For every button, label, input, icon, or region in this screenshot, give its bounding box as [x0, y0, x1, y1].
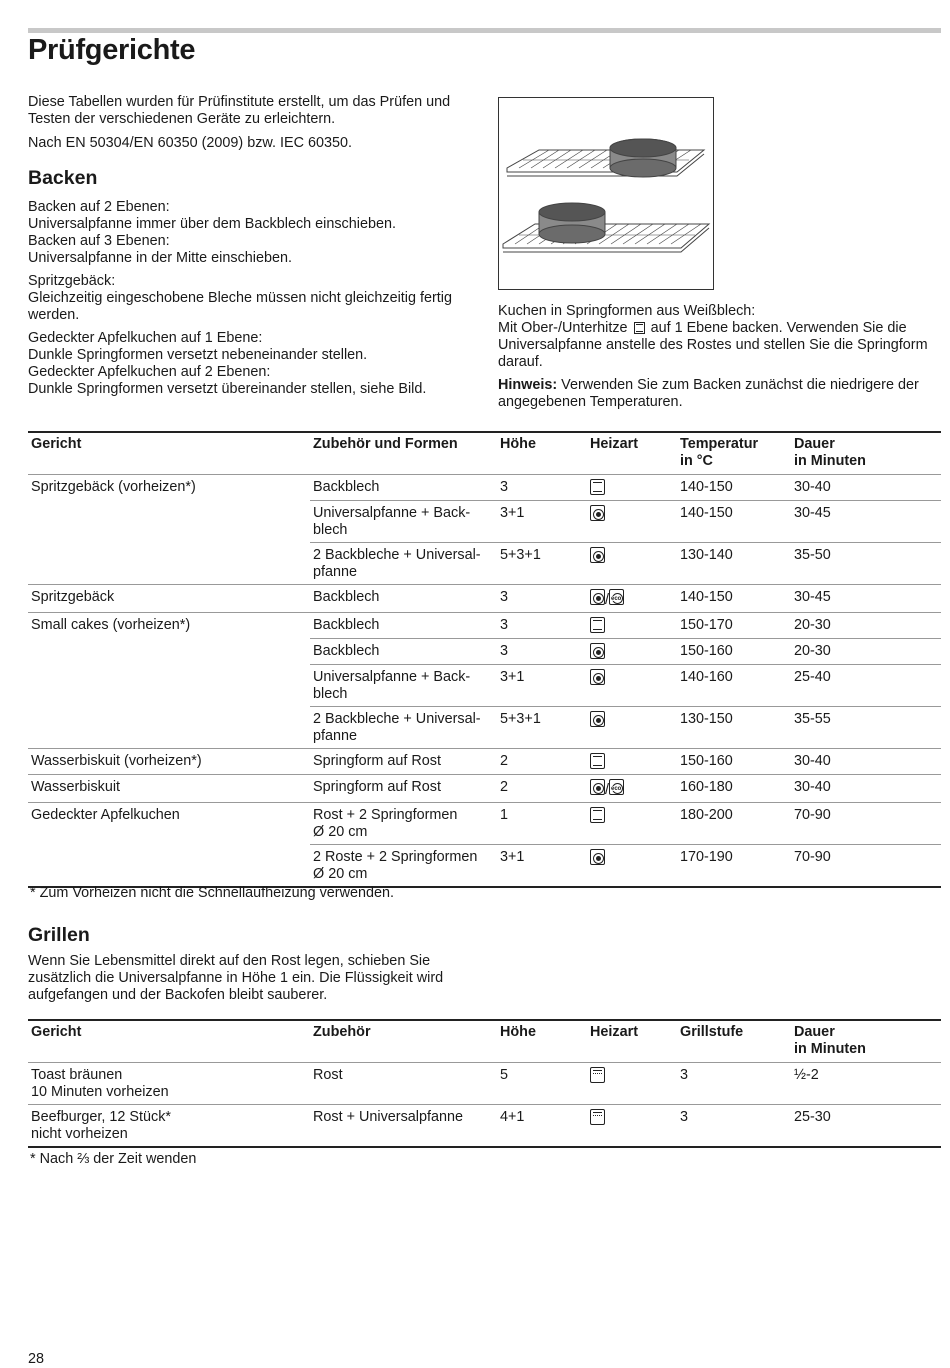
grillen-table [28, 1019, 941, 1148]
col-header-time-line2: in Minuten [794, 1041, 866, 1057]
backen-heading: Backen [28, 167, 98, 189]
backen-footnote: * Zum Vorheizen nicht die Schnellaufheizung verwenden. [30, 885, 394, 901]
backen-paragraph-levels: Backen auf 2 Ebenen: Universalpfanne immer über dem Backblech einschieben. Backen auf 3 Ebenen: Universalpfanne in der Mitte einschieben. [28, 199, 396, 266]
hot-air-eco-icon [609, 779, 624, 795]
cell-time: ½-2 [794, 1067, 819, 1083]
slash-separator: / [605, 782, 609, 798]
cell-accessory: 2 Backbleche + Universal- pfanne [310, 707, 497, 749]
table-header-row [28, 432, 941, 475]
cell-time: 25-40 [791, 665, 941, 707]
page-title: Prüfgerichte [28, 34, 196, 66]
top-rule [28, 28, 941, 33]
cell-level: 5+3+1 [497, 543, 587, 585]
col-header-time-line1: Dauer [794, 436, 835, 452]
cell-dish: Beefburger, 12 Stück* nicht vorheizen [28, 1105, 310, 1148]
springform-instructions [498, 303, 938, 417]
cell-accessory: Universalpfanne + Back- blech [310, 665, 497, 707]
table-row [28, 775, 941, 803]
table-row [28, 749, 941, 775]
cell-mode [587, 803, 677, 845]
col-header-time-line2: in Minuten [794, 453, 866, 469]
cell-temp: 140-150 [677, 585, 791, 613]
backen-paragraph-apfelkuchen: Gedeckter Apfelkuchen auf 1 Ebene: Dunkle Springformen versetzt nebeneinander stellen. Gedeckter Apfelkuchen auf 2 Ebenen: Dunkle Springformen versetzt übereinander stellen, siehe Bild. [28, 330, 427, 397]
cell-mode [587, 639, 677, 665]
cell-dish: Spritzgebäck (vorheizen*) [31, 479, 196, 495]
cell-mode [587, 585, 677, 613]
col-header-mode: Heizart [587, 432, 677, 475]
col-header-level: Höhe [497, 1020, 587, 1063]
cell-accessory: Backblech [310, 639, 497, 665]
backen-table [28, 431, 941, 888]
intro-text [28, 94, 478, 159]
cell-accessory: Rost [313, 1067, 343, 1083]
cell-dish [28, 639, 310, 665]
cell-mode [587, 501, 677, 543]
cell-accessory: Backblech [310, 613, 497, 639]
cell-mode [587, 707, 677, 749]
table-row [28, 613, 941, 639]
cell-temp: 180-200 [677, 803, 791, 845]
table-row [28, 707, 941, 749]
hot-air-icon [590, 643, 605, 659]
springform-body-text: auf 1 Ebene backen. Verwenden Sie die Universalpfanne anstelle des Rostes und stellen Sie die Springform darauf. [498, 320, 928, 370]
col-header-time [791, 1020, 941, 1063]
cell-dish [28, 707, 310, 749]
cell-accessory: Springform auf Rost [310, 749, 497, 775]
col-header-time [791, 432, 941, 475]
hint-label: Hinweis: [498, 377, 558, 393]
grill-icon [590, 1109, 605, 1125]
hot-air-icon [590, 669, 605, 685]
cell-time: 70-90 [791, 803, 941, 845]
cell-time: 20-30 [791, 613, 941, 639]
hot-air-icon [590, 505, 605, 521]
table-row [28, 1063, 941, 1105]
cell-dish [28, 501, 310, 543]
table-row [28, 585, 941, 613]
table-row [28, 665, 941, 707]
top-bottom-heat-icon [590, 617, 605, 633]
cell-time: 25-30 [791, 1105, 941, 1148]
cell-time: 30-45 [791, 501, 941, 543]
table-row [28, 475, 941, 501]
top-bottom-heat-icon [590, 753, 605, 769]
cell-temp: 130-140 [677, 543, 791, 585]
hot-air-icon [590, 589, 605, 605]
top-bottom-heat-icon [590, 807, 605, 823]
grillen-text: Wenn Sie Lebensmittel direkt auf den Rost legen, schieben Sie zusätzlich die Universalpfanne in Höhe 1 ein. Die Flüssigkeit wird aufgefangen und der Backofen bleibt sauberer. [28, 953, 444, 1003]
cell-accessory: Universalpfanne + Back- blech [310, 501, 497, 543]
col-header-accessory: Zubehör [310, 1020, 497, 1063]
table-row [28, 845, 941, 888]
col-header-level: Höhe [497, 432, 587, 475]
hot-air-eco-icon [609, 589, 624, 605]
table-row [28, 639, 941, 665]
cell-temp: 130-150 [677, 707, 791, 749]
cell-dish: Wasserbiskuit (vorheizen*) [28, 749, 310, 775]
hot-air-icon [590, 547, 605, 563]
cell-accessory: Springform auf Rost [310, 775, 497, 803]
cell-temp: 150-160 [677, 639, 791, 665]
cell-temp: 150-160 [677, 749, 791, 775]
cell-level: 3 [497, 613, 587, 639]
cell-mode [587, 749, 677, 775]
cell-level: 3 [500, 479, 509, 495]
cell-level: 2 [497, 749, 587, 775]
cell-dish [28, 845, 310, 888]
cell-dish [28, 665, 310, 707]
oven-racks-springforms-image [499, 98, 713, 289]
cell-time: 20-30 [791, 639, 941, 665]
top-bottom-heat-icon [590, 479, 605, 495]
page-number: 28 [28, 1351, 45, 1367]
cell-accessory: Backblech [310, 585, 497, 613]
cell-mode [587, 613, 677, 639]
intro-paragraph-2: Nach EN 50304/EN 60350 (2009) bzw. IEC 60350. [28, 135, 352, 151]
springform-paragraph [498, 303, 938, 371]
col-header-grill: Grillstufe [677, 1020, 791, 1063]
col-header-temp [677, 432, 791, 475]
cell-accessory: Rost + Universalpfanne [310, 1105, 497, 1148]
grillen-heading: Grillen [28, 924, 90, 946]
col-header-time-line1: Dauer [794, 1024, 835, 1040]
cell-dish: Wasserbiskuit [28, 775, 310, 803]
cell-temp: 140-150 [677, 501, 791, 543]
cell-dish: Gedeckter Apfelkuchen [28, 803, 310, 845]
col-header-dish: Gericht [28, 1020, 310, 1063]
cell-accessory: 2 Roste + 2 Springformen Ø 20 cm [310, 845, 497, 888]
grill-icon [590, 1067, 605, 1083]
cell-accessory: Rost + 2 Springformen Ø 20 cm [310, 803, 497, 845]
cell-mode [587, 1105, 677, 1148]
springform-heading-text: Kuchen in Springformen aus Weißblech: [498, 303, 756, 319]
grillen-footnote: * Nach ⅔ der Zeit wenden [30, 1151, 197, 1167]
cell-dish: Small cakes (vorheizen*) [28, 613, 310, 639]
cell-grill: 3 [677, 1105, 791, 1148]
cell-level: 3+1 [497, 665, 587, 707]
springform-mode-text: Mit Ober-/Unterhitze [498, 320, 628, 336]
cell-accessory: 2 Backbleche + Universal- pfanne [310, 543, 497, 585]
cell-time: 70-90 [791, 845, 941, 888]
table-row [28, 543, 941, 585]
cell-level: 3 [497, 639, 587, 665]
table-header-row [28, 1020, 941, 1063]
cell-time: 35-50 [791, 543, 941, 585]
cell-temp: 140-160 [677, 665, 791, 707]
hot-air-icon [590, 779, 605, 795]
cell-dish: Toast bräunen 10 Minuten vorheizen [31, 1067, 169, 1100]
cell-level: 3+1 [497, 845, 587, 888]
table-row [28, 501, 941, 543]
col-header-temp-line1: Temperatur [680, 436, 759, 452]
cell-level: 1 [497, 803, 587, 845]
hot-air-icon [590, 849, 605, 865]
cell-level: 5 [500, 1067, 509, 1083]
cell-temp: 170-190 [677, 845, 791, 888]
cell-level: 3 [497, 585, 587, 613]
col-header-dish: Gericht [28, 432, 310, 475]
backen-paragraph-spritzgebaeck: Spritzgebäck: Gleichzeitig eingeschobene Bleche müssen nicht gleichzeitig fertig werden. [28, 273, 452, 323]
cell-time: 35-55 [791, 707, 941, 749]
cell-time: 30-40 [794, 479, 831, 495]
cell-temp: 150-170 [677, 613, 791, 639]
cell-mode [587, 475, 677, 501]
cell-temp: 160-180 [677, 775, 791, 803]
hint-paragraph [498, 377, 938, 411]
cell-mode [587, 1063, 677, 1105]
cell-time: 30-45 [791, 585, 941, 613]
cell-mode [587, 775, 677, 803]
cell-level: 5+3+1 [497, 707, 587, 749]
cell-mode [587, 543, 677, 585]
springform-illustration [498, 97, 714, 290]
cell-temp: 140-150 [680, 479, 733, 495]
intro-paragraph-1: Diese Tabellen wurden für Prüfinstitute erstellt, um das Prüfen und Testen der verschiedenen Geräte zu erleichtern. [28, 94, 451, 127]
cell-level: 3+1 [497, 501, 587, 543]
hint-text: Verwenden Sie zum Backen zunächst die niedrigere der angegebenen Temperaturen. [498, 377, 919, 410]
cell-level: 4+1 [497, 1105, 587, 1148]
cell-time: 30-40 [791, 749, 941, 775]
cell-mode [587, 845, 677, 888]
slash-separator: / [605, 592, 609, 608]
table-row [28, 1105, 941, 1148]
cell-grill: 3 [680, 1067, 689, 1083]
cell-dish: Spritzgebäck [28, 585, 310, 613]
hot-air-icon [590, 711, 605, 727]
col-header-mode: Heizart [587, 1020, 677, 1063]
cell-time: 30-40 [791, 775, 941, 803]
col-header-temp-line2: in °C [680, 453, 713, 469]
top-bottom-heat-icon [634, 322, 645, 334]
table-row [28, 803, 941, 845]
cell-accessory: Backblech [313, 479, 380, 495]
backen-instructions [28, 199, 478, 404]
col-header-accessory: Zubehör und Formen [310, 432, 497, 475]
cell-mode [587, 665, 677, 707]
cell-dish [28, 543, 310, 585]
cell-level: 2 [497, 775, 587, 803]
